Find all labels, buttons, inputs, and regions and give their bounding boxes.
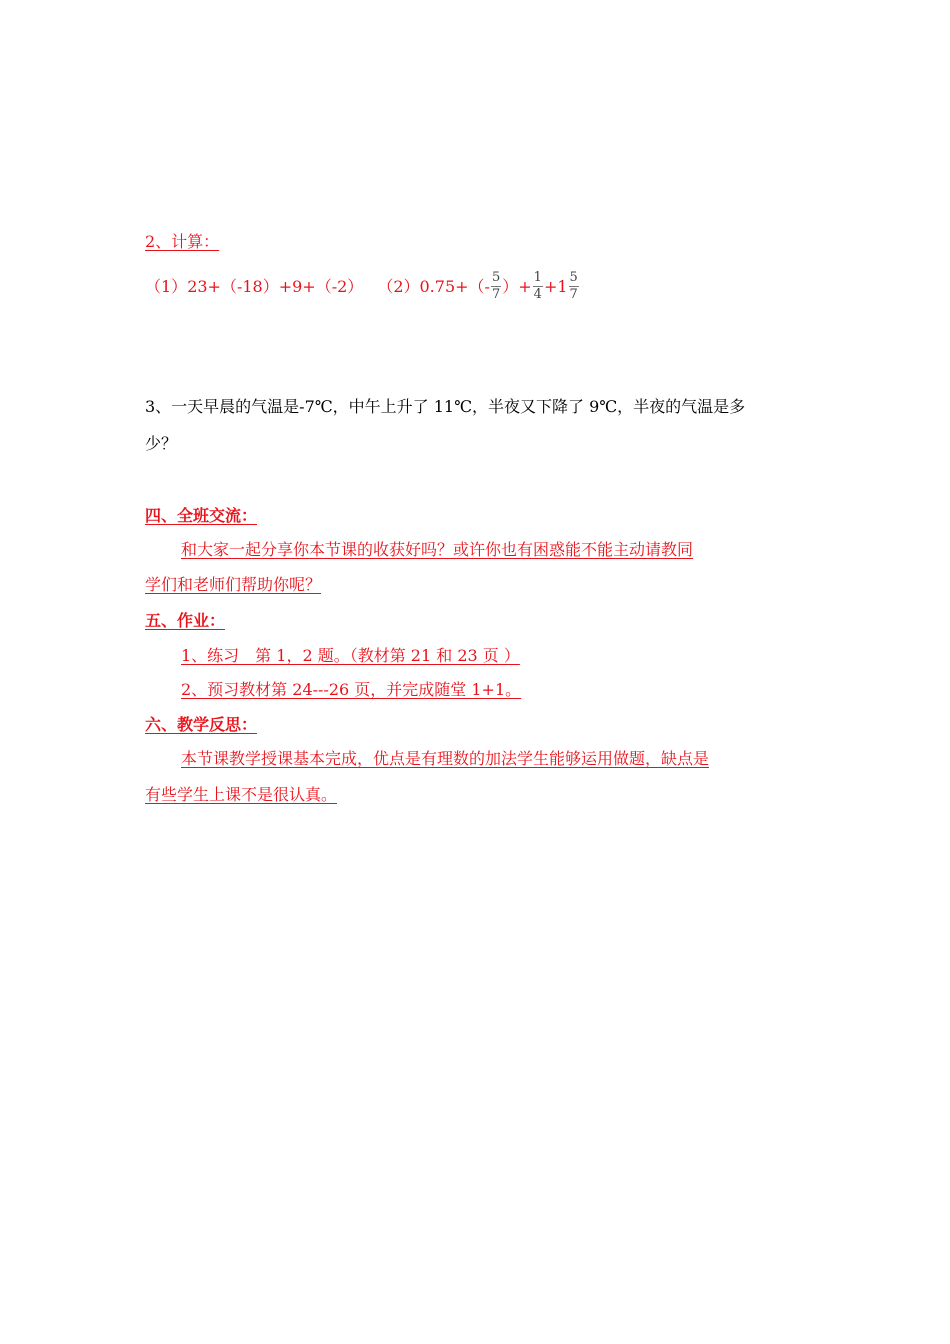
fraction: [491, 270, 501, 303]
fraction-numerator: 5: [569, 270, 578, 285]
homework-item-1: 1、练习 第 1，2 题。（教材第 21 和 23 页 ）: [181, 646, 520, 665]
fraction: [533, 270, 543, 303]
q2-part2-expr-c: +1: [543, 276, 568, 296]
homework-item-2: 2、预习教材第 24---26 页，并完成随堂 1+1。: [181, 680, 522, 699]
q2-heading: 2、计算：: [145, 232, 220, 251]
section4-heading: 四、全班交流：: [145, 506, 258, 525]
q2-part1-label: （1）: [145, 276, 188, 296]
q2-part1-expr: 23+（-18）+9+（-2）: [187, 276, 364, 296]
fraction-denominator: 4: [533, 287, 542, 302]
fraction-numerator: 5: [491, 270, 501, 285]
q3-text-line1: 3、一天早晨的气温是-7℃，中午上升了 11℃，半夜又下降了 9℃，半夜的气温是多: [145, 397, 746, 416]
q2-part2-expr-a: 0.75+（-: [419, 276, 490, 296]
q2-expressions: [145, 270, 580, 303]
fraction-denominator: 7: [491, 287, 501, 302]
fraction-numerator: 1: [533, 270, 542, 285]
fraction: [569, 270, 579, 303]
fraction-denominator: 7: [569, 287, 578, 302]
q2-part2-expr-b: ）+: [502, 276, 532, 296]
section4-text-line2: 学们和老师们帮助你呢？: [145, 575, 322, 594]
section5-heading: 五、作业：: [145, 611, 226, 630]
section6-text-line2: 有些学生上课不是很认真。: [145, 785, 338, 804]
section6-heading: 六、教学反思：: [145, 715, 258, 734]
section4-text-line1: 和大家一起分享你本节课的收获好吗？或许你也有困惑能不能主动请教同: [181, 540, 694, 559]
q3-text-line2: 少？: [145, 434, 178, 453]
q2-part2-label: （2）: [377, 276, 420, 296]
section6-text-line1: 本节课教学授课基本完成，优点是有理数的加法学生能够运用做题，缺点是: [181, 749, 710, 768]
